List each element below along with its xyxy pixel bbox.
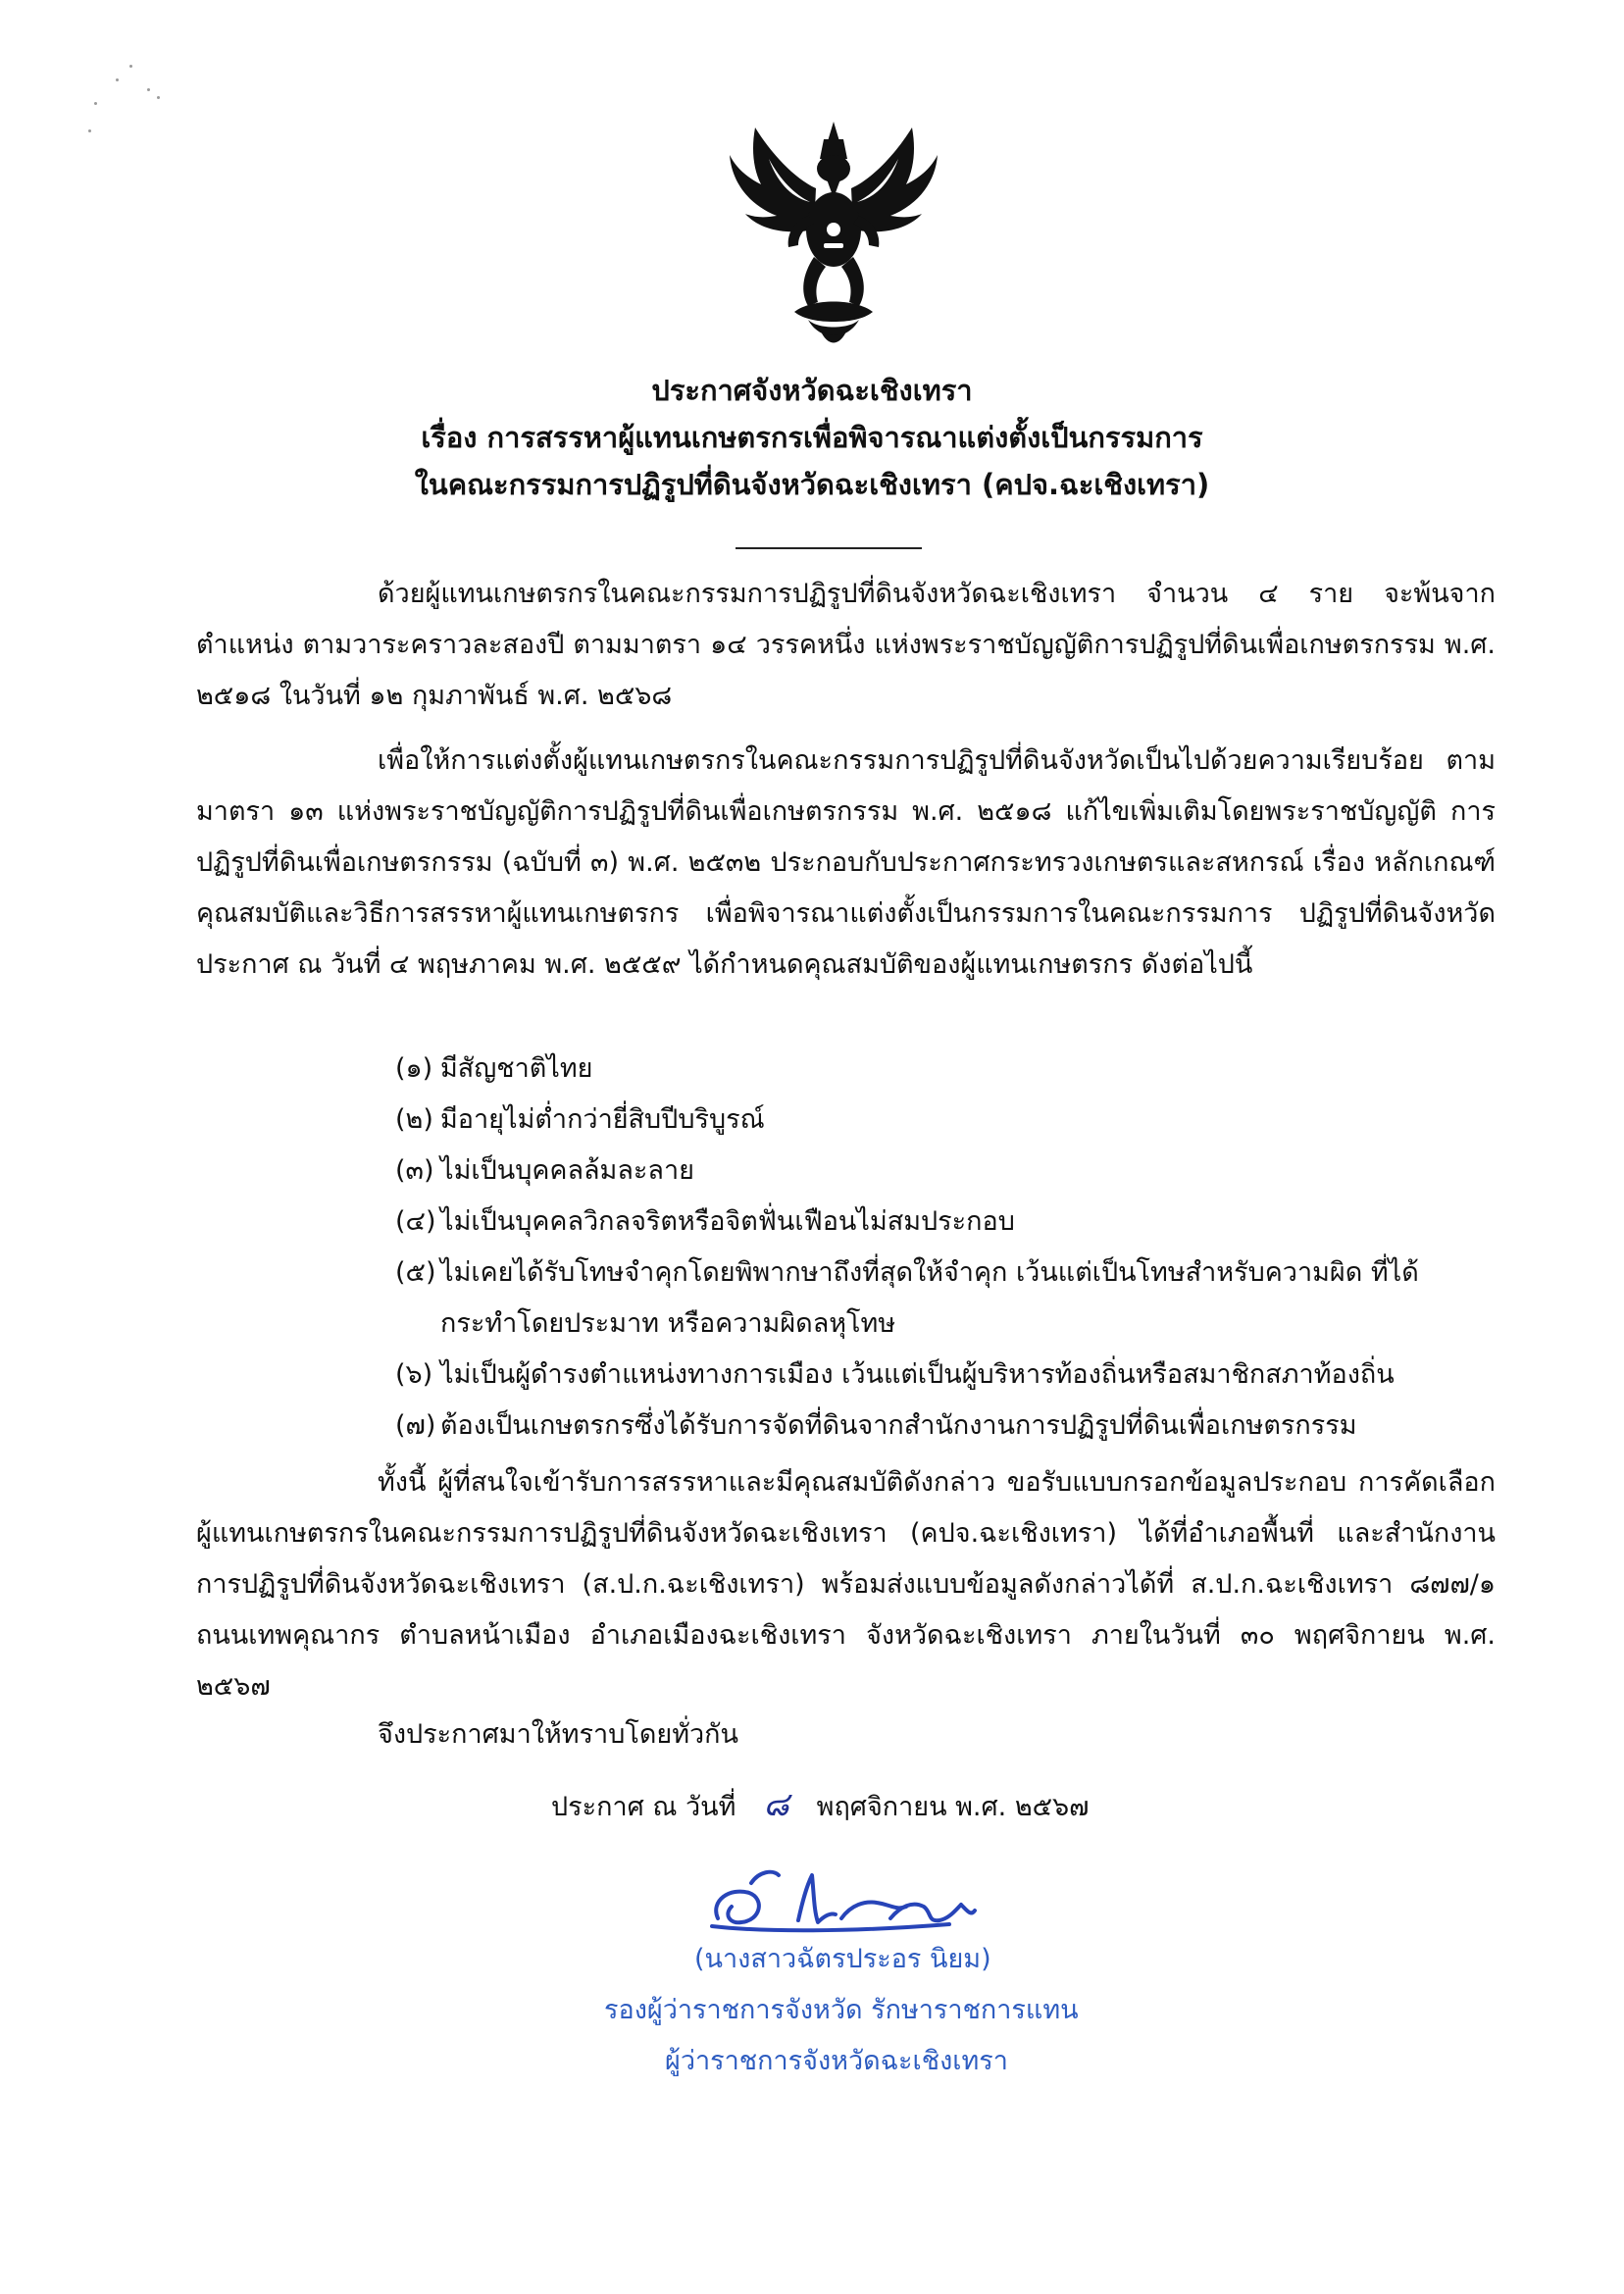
list-item-text: ไม่เป็นบุคคลล้มละลาย [440,1155,694,1186]
announce-day-handwritten: ๘ [763,1785,789,1824]
list-item-number: (๗) [395,1410,436,1441]
announcement-title: ประกาศจังหวัดฉะเชิงเทรา [651,374,973,407]
garuda-emblem-icon [726,120,941,350]
list-item-number: (๑) [395,1053,433,1084]
list-item [395,1248,1496,1350]
list-item-text: ไม่เคยได้รับโทษจำคุกโดยพิพากษาถึงที่สุดให้จำคุก เว้นแต่เป็นโทษสำหรับความผิด ที่ได้กระทำโดยประมาท หรือความผิดลหุโทษ [440,1257,1419,1339]
scan-speck [88,129,91,132]
scan-speck [157,96,160,99]
list-item-text: ไม่เป็นผู้ดำรงตำแหน่งทางการเมือง เว้นแต่เป็นผู้บริหารท้องถิ่นหรือสมาชิกสภาท้องถิ่น [440,1359,1395,1390]
list-item-text: ต้องเป็นเกษตรกรซึ่งได้รับการจัดที่ดินจากสำนักงานการปฏิรูปที่ดินเพื่อเกษตรกรรม [440,1410,1357,1441]
scan-speck [116,78,119,81]
announce-date-prefix: ประกาศ ณ วันที่ [551,1792,736,1822]
signatory-position: รองผู้ว่าราชการจังหวัด รักษาราชการแทน [604,1995,1079,2025]
paragraph-3: ทั้งนี้ ผู้ที่สนใจเข้ารับการสรรหาและมีคุณสมบัติดังกล่าว ขอรับแบบกรอกข้อมูลประกอบ การคัดเลือกผู้แทนเกษตรกรในคณะกรรมการปฏิรูปที่ดินจังหวัดฉะเชิงเทรา (คปจ.ฉะเชิงเทรา) ได้ที่อำเภอพื้นที่ และสำนักงานการปฏิรูปที่ดินจังหวัดฉะเชิงเทรา (ส.ป.ก.ฉะเชิงเทรา) พร้อมส่งแบบข้อมูลดังกล่าวได้ที่ ส.ป.ก.ฉะเชิงเทรา ๘๗๗/๑ ถนนเทพคุณากร ตำบลหน้าเมือง อำเภอเมืองฉะเชิงเทรา จังหวัดฉะเชิงเทรา ภายในวันที่ ๓๐ พฤศจิกายน พ.ศ. ๒๕๖๗ [196,1467,1496,1702]
list-item [395,1044,1496,1095]
list-item [395,1095,1496,1146]
title-divider [736,547,922,549]
list-item-number: (๕) [395,1257,436,1288]
scan-speck [147,88,150,91]
list-item [395,1401,1496,1452]
scan-speck [94,102,97,105]
announce-date-suffix: พฤศจิกายน พ.ศ. ๒๕๖๗ [816,1792,1090,1822]
subject-line: เรื่อง การสรรหาผู้แทนเกษตรกรเพื่อพิจารณาแต่งตั้งเป็นกรรมการ [421,421,1203,454]
list-item-number: (๒) [395,1104,433,1135]
list-item-text: มีอายุไม่ต่ำกว่ายี่สิบปีบริบูรณ์ [440,1104,765,1135]
list-item [395,1197,1496,1248]
paragraph-2: เพื่อให้การแต่งตั้งผู้แทนเกษตรกรในคณะกรรมการปฏิรูปที่ดินจังหวัดเป็นไปด้วยความเรียบร้อย ตามมาตรา ๑๓ แห่งพระราชบัญญัติการปฏิรูปที่ดินเพื่อเกษตรกรรม พ.ศ. ๒๕๑๘ แก้ไขเพิ่มเติมโดยพระราชบัญญัติ การปฏิรูปที่ดินเพื่อเกษตรกรรม (ฉบับที่ ๓) พ.ศ. ๒๕๓๒ ประกอบกับประกาศกระทรวงเกษตรและสหกรณ์ เรื่อง หลักเกณฑ์ คุณสมบัติและวิธีการสรรหาผู้แทนเกษตรกร เพื่อพิจารณาแต่งตั้งเป็นกรรมการในคณะกรรมการ ปฏิรูปที่ดินจังหวัด ประกาศ ณ วันที่ ๔ พฤษภาคม พ.ศ. ๒๕๕๙ ได้กำหนดคุณสมบัติของผู้แทนเกษตรกร ดังต่อไปนี้ [196,745,1496,980]
list-item [395,1350,1496,1401]
list-item-text: ไม่เป็นบุคคลวิกลจริตหรือจิตฟั่นเฟือนไม่สมประกอบ [440,1206,1015,1237]
list-item-text: มีสัญชาติไทย [440,1053,593,1084]
list-item-number: (๔) [395,1206,436,1237]
list-item-number: (๖) [395,1359,433,1390]
signatory-name: (นางสาวฉัตรประอร นิยม) [694,1944,991,1974]
list-item-number: (๓) [395,1155,434,1186]
subject-line-continued: ในคณะกรรมการปฏิรูปที่ดินจังหวัดฉะเชิงเทรา (คปจ.ฉะเชิงเทรา) [414,468,1210,501]
paragraph-1: ด้วยผู้แทนเกษตรกรในคณะกรรมการปฏิรูปที่ดินจังหวัดฉะเชิงเทรา จำนวน ๔ ราย จะพ้นจากตำแหน่ง ตามวาระคราวละสองปี ตามมาตรา ๑๔ วรรคหนึ่ง แห่งพระราชบัญญัติการปฏิรูปที่ดินเพื่อเกษตรกรรม พ.ศ. ๒๕๑๘ ในวันที่ ๑๒ กุมภาพันธ์ พ.ศ. ๒๕๖๘ [196,579,1496,711]
signature [704,1861,989,1940]
announce-date-line [551,1779,1090,1833]
closing-statement: จึงประกาศมาให้ทราบโดยทั่วกัน [378,1719,738,1750]
signatory-position-continued: ผู้ว่าราชการจังหวัดฉะเชิงเทรา [665,2046,1008,2076]
scan-speck [129,65,132,68]
list-item [395,1146,1496,1197]
